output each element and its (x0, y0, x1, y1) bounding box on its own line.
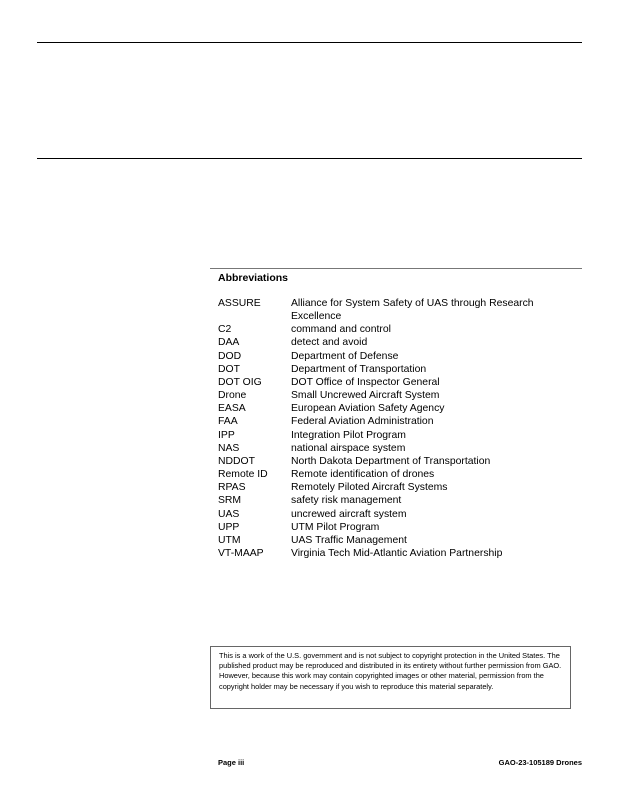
abbreviation-row (218, 455, 578, 468)
abbreviation-term: NDDOT (218, 455, 255, 467)
abbreviation-term: UAS (218, 508, 240, 520)
abbreviation-row (218, 297, 578, 323)
abbreviation-row (218, 508, 578, 521)
top-divider (37, 42, 582, 43)
abbreviation-row (218, 363, 578, 376)
abbreviation-row (218, 350, 578, 363)
abbreviation-definition: North Dakota Department of Transportation (291, 455, 491, 467)
abbreviation-term: DOT OIG (218, 376, 262, 388)
abbreviation-term: DOT (218, 363, 240, 375)
abbreviation-row (218, 494, 578, 507)
abbreviation-term: FAA (218, 416, 238, 428)
abbreviation-row (218, 376, 578, 389)
abbreviation-row (218, 547, 578, 560)
abbreviation-term: Remote ID (218, 469, 268, 481)
abbreviation-row (218, 521, 578, 534)
abbreviation-term: ASSURE (218, 298, 261, 309)
abbreviation-definition: Department of Transportation (291, 363, 427, 375)
abbreviation-term: DOD (218, 350, 242, 362)
abbreviation-term: Drone (218, 390, 247, 402)
abbreviation-row (218, 415, 578, 428)
abbreviation-definition: Small Uncrewed Aircraft System (291, 390, 440, 402)
abbreviation-definition: Federal Aviation Administration (291, 416, 434, 428)
report-identifier: GAO-23-105189 Drones (498, 758, 582, 767)
abbreviations-divider (210, 268, 582, 269)
header-divider (37, 158, 582, 159)
abbreviation-definition: UAS Traffic Management (291, 534, 407, 546)
abbreviation-row (218, 323, 578, 336)
abbreviation-row (218, 389, 578, 402)
abbreviation-term: NAS (218, 442, 240, 454)
abbreviation-term: IPP (218, 429, 235, 441)
abbreviation-row (218, 336, 578, 349)
abbreviation-term: UPP (218, 521, 240, 533)
abbreviation-definition: Virginia Tech Mid-Atlantic Aviation Partnership (291, 547, 503, 559)
abbreviation-row (218, 481, 578, 494)
abbreviation-definition: safety risk management (291, 495, 402, 507)
copyright-notice: This is a work of the U.S. government and is not subject to copyright protection in the United States. The published product may be reproduced and distributed in its entirety without further permission from GAO. However, because this work may contain copyrighted images or other material, permission from the copyright holder may be necessary if you wish to reproduce this material separately. (210, 646, 571, 709)
abbreviation-row (218, 429, 578, 442)
abbreviation-definition: European Aviation Safety Agency (291, 403, 445, 415)
abbreviation-definition: Remotely Piloted Aircraft Systems (291, 482, 448, 494)
abbreviation-row (218, 402, 578, 415)
abbreviation-definition: DOT Office of Inspector General (291, 376, 440, 388)
abbreviation-term: VT-MAAP (218, 547, 264, 559)
abbreviation-definition: Alliance for System Safety of UAS through Research Excellence (291, 298, 534, 323)
abbreviation-row (218, 468, 578, 481)
abbreviation-term: SRM (218, 495, 242, 507)
abbreviation-definition: Department of Defense (291, 350, 399, 362)
page-number: Page iii (218, 758, 245, 767)
abbreviation-definition: national airspace system (291, 442, 406, 454)
abbreviation-term: DAA (218, 337, 240, 349)
abbreviation-row (218, 442, 578, 455)
abbreviation-term: UTM (218, 534, 241, 546)
abbreviation-definition: uncrewed aircraft system (291, 508, 407, 520)
abbreviation-definition: Remote identification of drones (291, 469, 435, 481)
abbreviation-definition: Integration Pilot Program (291, 429, 406, 441)
abbreviation-definition: UTM Pilot Program (291, 521, 380, 533)
abbreviations-title: Abbreviations (218, 272, 289, 284)
abbreviations-list (218, 297, 578, 560)
abbreviation-term: C2 (218, 324, 232, 336)
abbreviation-term: RPAS (218, 482, 246, 494)
abbreviation-definition: detect and avoid (291, 337, 368, 349)
abbreviation-term: EASA (218, 403, 246, 415)
abbreviation-row (218, 534, 578, 547)
abbreviation-definition: command and control (291, 324, 391, 336)
